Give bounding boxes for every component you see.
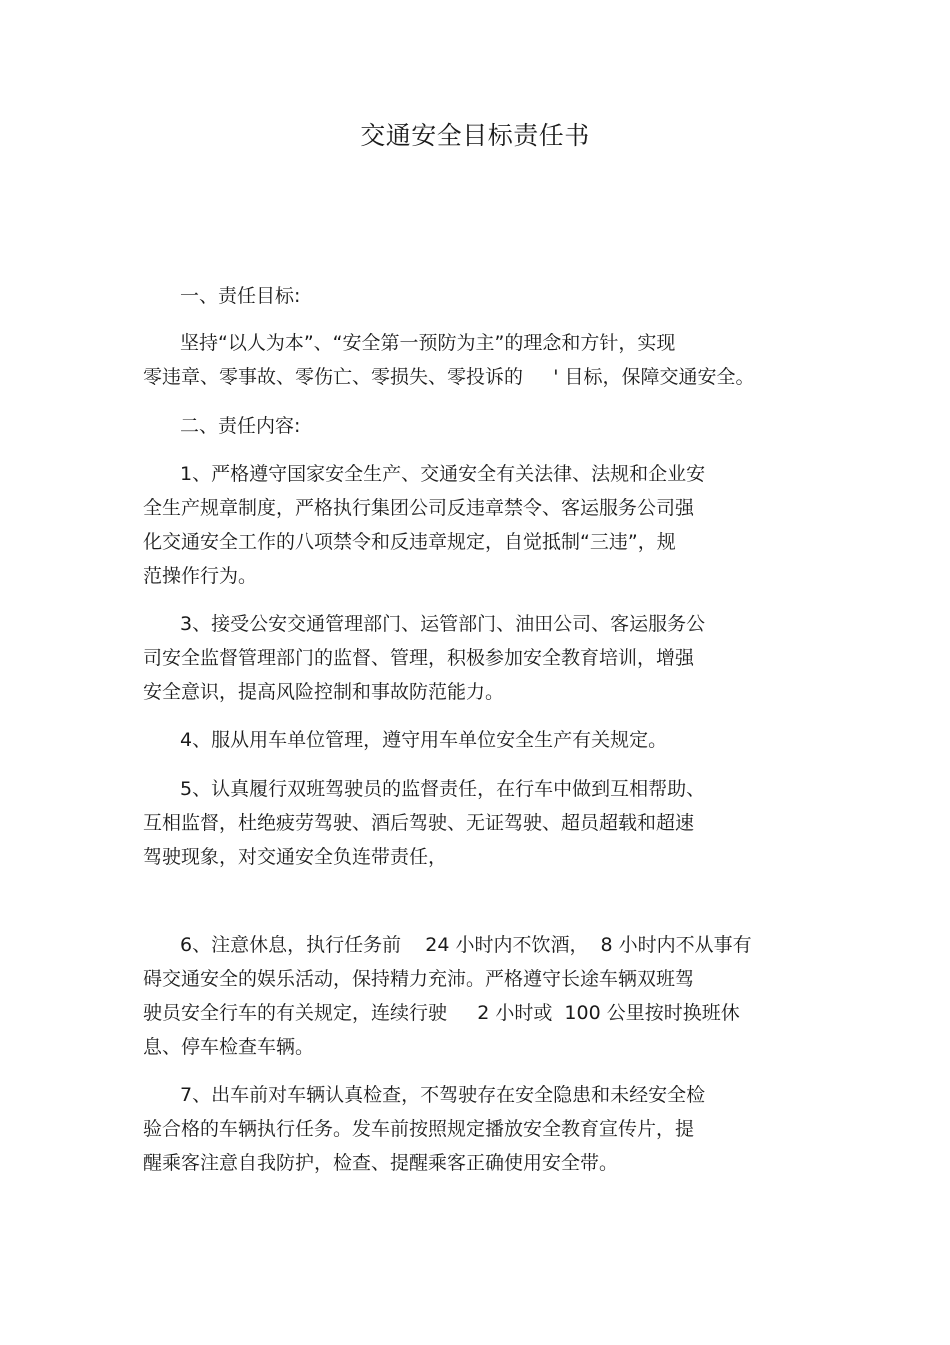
paragraph-line: 醒乘客注意自我防护，检查、提醒乘客正确使用安全带。: [143, 1152, 619, 1174]
paragraph-line: 驶员安全行车的有关规定，连续行驶 2 小时或 100 公里按时换班休: [143, 1002, 740, 1024]
paragraph-line: 化交通安全工作的八项禁令和反违章规定，自觉抵制“三违”，规: [143, 531, 676, 553]
paragraph-line: 验合格的车辆执行任务。发车前按照规定播放安全教育宣传片，提: [143, 1118, 695, 1140]
section-heading: 一、责任目标:: [180, 285, 301, 307]
paragraph-line: 安全意识，提高风险控制和事故防范能力。: [143, 681, 505, 703]
paragraph-line: 零违章、零事故、零伤亡、零损失、零投诉的 ' 目标，保障交通安全。: [143, 366, 755, 388]
page-title: 交通安全目标责任书: [360, 121, 590, 150]
paragraph-line: 司安全监督管理部门的监督、管理，积极参加安全教育培训，增强: [143, 647, 695, 669]
paragraph-line: 全生产规章制度，严格执行集团公司反违章禁令、客运服务公司强: [143, 497, 695, 519]
paragraph-line: 7、出车前对车辆认真检查，不驾驶存在安全隐患和未经安全检: [180, 1084, 706, 1106]
section-heading: 二、责任内容:: [180, 415, 301, 437]
paragraph-line: 5、认真履行双班驾驶员的监督责任，在行车中做到互相帮助、: [180, 778, 706, 800]
paragraph-line: 1、严格遵守国家安全生产、交通安全有关法律、法规和企业安: [180, 463, 706, 485]
paragraph-line: 碍交通安全的娱乐活动，保持精力充沛。严格遵守长途车辆双班驾: [143, 968, 695, 990]
paragraph-line: 息、停车检查车辆。: [143, 1036, 315, 1058]
paragraph-line: 范操作行为。: [143, 565, 258, 587]
paragraph-line: 4、服从用车单位管理，遵守用车单位安全生产有关规定。: [180, 729, 668, 751]
paragraph-line: 3、接受公安交通管理部门、运管部门、油田公司、客运服务公: [180, 613, 706, 635]
paragraph-line: 互相监督，杜绝疲劳驾驶、酒后驾驶、无证驾驶、超员超载和超速: [143, 812, 695, 834]
paragraph-line: 6、注意休息，执行任务前 24 小时内不饮酒， 8 小时内不从事有: [180, 934, 752, 956]
paragraph-line: 坚持“以人为本”、“安全第一预防为主”的理念和方针，实现: [180, 332, 676, 354]
paragraph-line: 驾驶现象，对交通安全负连带责任，: [143, 846, 448, 868]
